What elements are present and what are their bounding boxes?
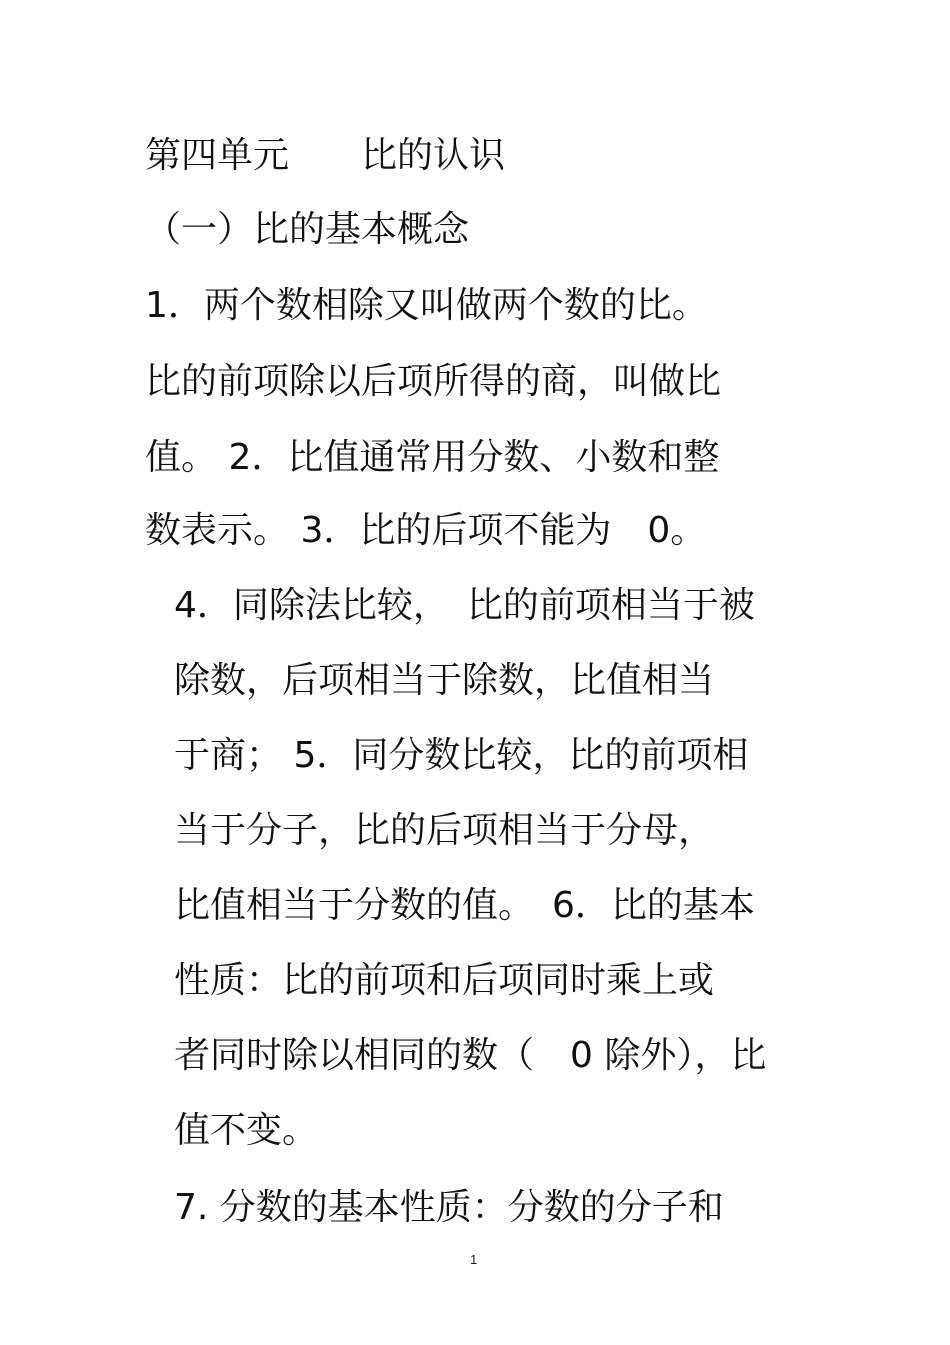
text-line: 比值相当于分数的值。 6．比的基本 <box>174 885 755 926</box>
text-line: 性质：比的前项和后项同时乘上或 <box>174 960 715 1001</box>
text-line: 值不变。 <box>174 1110 319 1151</box>
text-line: 当于分子，比的后项相当于分母， <box>174 810 715 851</box>
section-heading: （一）比的基本概念 <box>145 209 470 250</box>
text-line: 1．两个数相除又叫做两个数的比。 <box>145 285 708 326</box>
text-line: 除数，后项相当于除数，比值相当 <box>174 660 715 701</box>
text-line: 于商； 5．同分数比较，比的前项相 <box>174 735 749 776</box>
text-line: 7. 分数的基本性质：分数的分子和 <box>174 1187 724 1228</box>
text-line: 比的前项除以后项所得的商，叫做比 <box>145 361 722 402</box>
document-title: 第四单元 比的认识 <box>145 135 506 176</box>
text-line: 4．同除法比较， 比的前项相当于被 <box>174 585 755 626</box>
page-number: 1 <box>470 1252 478 1267</box>
text-line: 数表示。 3．比的后项不能为 0。 <box>145 510 707 551</box>
text-line: 值。 2．比值通常用分数、小数和整 <box>145 437 720 478</box>
text-line: 者同时除以相同的数（ 0 除外），比 <box>174 1035 767 1076</box>
